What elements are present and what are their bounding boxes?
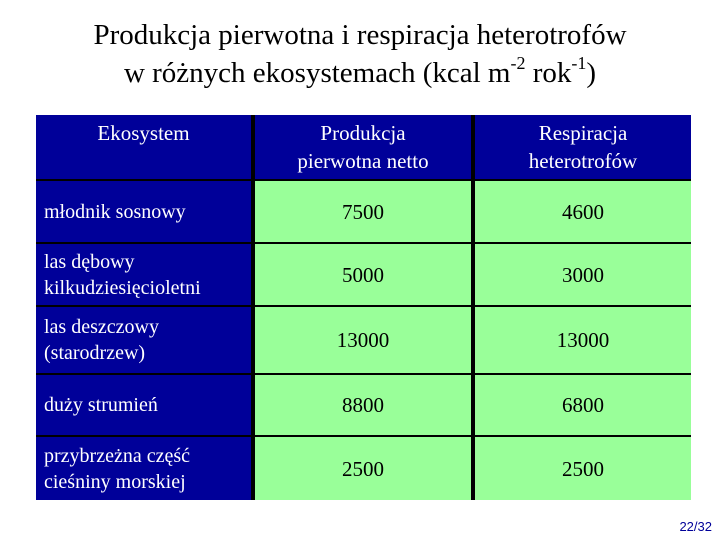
row-1-production: 7500 (255, 181, 471, 242)
row-4-label (36, 375, 251, 435)
header-production (255, 115, 471, 179)
row-3-label (36, 307, 251, 373)
row-2-label-line-2: kilkudziesięcioletni (44, 276, 201, 299)
row-2-respiration: 3000 (475, 244, 691, 305)
row-5-label (36, 437, 251, 500)
title-exponent-1: -2 (510, 53, 526, 74)
header-ecosystem-label: Ekosystem (97, 121, 190, 145)
header-ecosystem (36, 115, 251, 179)
row-2-label-line-1: las dębowy (44, 250, 135, 273)
row-2-label (36, 244, 251, 305)
row-3-label-line-2: (starodrzew) (44, 342, 146, 364)
row-5-label-line-2: cieśniny morskiej (44, 470, 186, 493)
row-4-respiration: 6800 (475, 375, 691, 435)
title-exponent-2: -1 (571, 53, 587, 74)
row-4-production: 8800 (255, 375, 471, 435)
row-3-respiration: 13000 (475, 307, 691, 373)
row-4-label-line-1: duży strumień (44, 394, 158, 416)
header-production-line-2: pierwotna netto (297, 149, 429, 173)
row-1-label-line-1: młodnik sosnowy (44, 200, 186, 223)
data-table (36, 115, 691, 500)
header-respiration (475, 115, 691, 179)
slide-title (0, 16, 720, 92)
row-1-respiration: 4600 (475, 181, 691, 242)
row-5-label-line-1: przybrzeżna część (44, 444, 190, 467)
title-line-2-prefix: w różnych ekosystemach (kcal m (123, 57, 511, 89)
header-respiration-line-2: heterotrofów (528, 149, 638, 173)
title-line-1: Produkcja pierwotna i respiracja heterotrofów (93, 19, 627, 51)
row-1-label (36, 181, 251, 242)
title-line-2-mid: rok (525, 57, 572, 89)
row-2-production: 5000 (255, 244, 471, 305)
header-respiration-line-1: Respiracja (538, 121, 628, 145)
page-number: 22/32 (679, 519, 712, 534)
row-5-production: 2500 (255, 437, 471, 500)
header-production-line-1: Produkcja (320, 121, 406, 145)
row-3-production: 13000 (255, 307, 471, 373)
row-3-label-line-1: las deszczowy (44, 316, 159, 338)
row-5-respiration: 2500 (475, 437, 691, 500)
title-line-2 (0, 54, 720, 92)
title-line-2-suffix: ) (586, 57, 597, 89)
